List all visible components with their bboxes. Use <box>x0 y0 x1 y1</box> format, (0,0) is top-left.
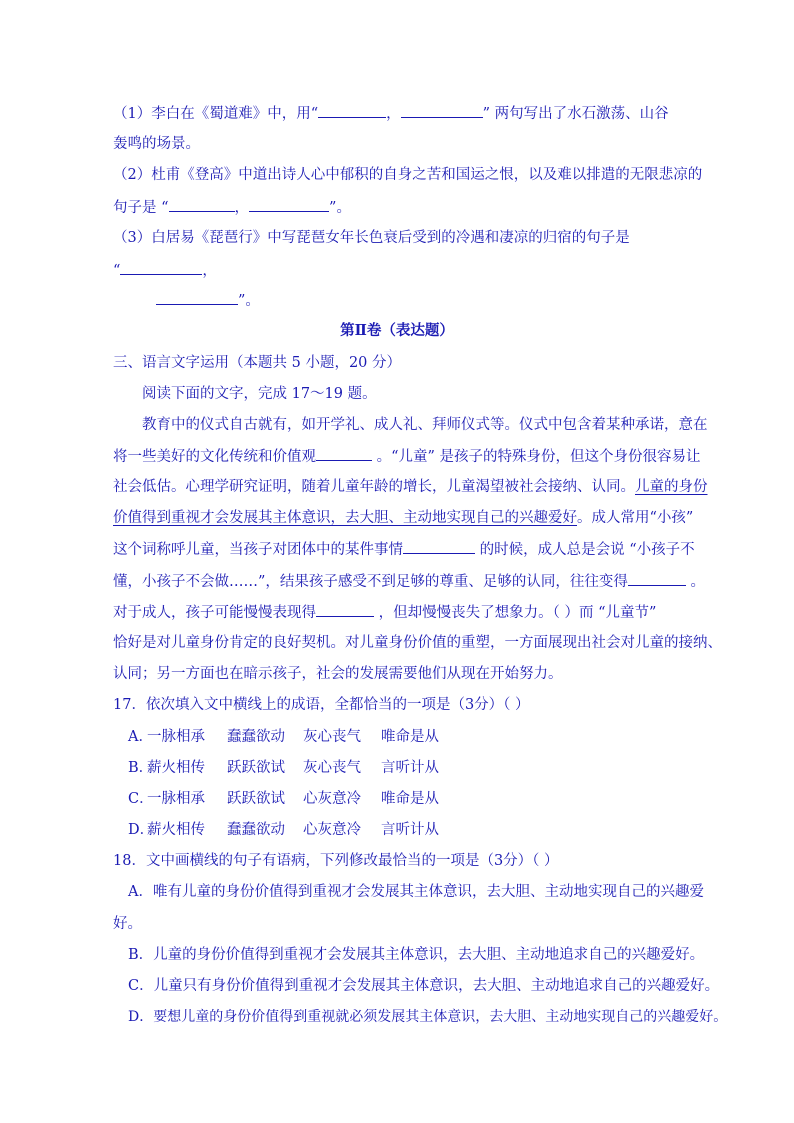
passage-l3-text: 社会低估。心理学研究证明，随着儿童年龄的增长，儿童渴望被社会接纳、认同。 <box>113 479 635 495</box>
q3-text-b: “ <box>113 263 121 279</box>
option-idiom-2: 蠢蠢欲动 <box>227 729 285 745</box>
q1-text-c: 轰鸣的场景。 <box>113 136 200 152</box>
q2-text-b: 句子是 “ <box>113 200 169 216</box>
option-label: B． <box>128 760 154 776</box>
passage-underlined-sentence-start: 儿童的身份 <box>635 479 708 495</box>
q17-option-d[interactable] <box>128 820 439 840</box>
option-idiom-2: 蠢蠢欲动 <box>227 822 285 838</box>
q18-option-a-continued[interactable]: 好。 <box>113 916 142 932</box>
recitation-q3-line1 <box>113 228 630 248</box>
option-idiom-1: 一脉相承 <box>147 791 205 807</box>
option-idiom-1: 薪火相传 <box>147 760 205 776</box>
q3-text-a: （3）白居易《琵琶行》中写琵琶女年长色衰后受到的冷遇和凄凉的归宿的句子是 <box>113 230 630 246</box>
q17-stem: 17．依次填入文中横线上的成语，全都恰当的一项是（3分）（ ） <box>113 697 530 713</box>
q18-option-d[interactable]: D．要想儿童的身份价值得到重视就必须发展其主体意识，去大胆、主动地实现自己的兴趣爱好。 <box>128 1009 728 1025</box>
reading-instruction: 阅读下面的文字，完成 17～19 题。 <box>142 386 377 402</box>
q3-text-c: ”。 <box>238 293 260 309</box>
option-idiom-1: 薪火相传 <box>147 822 205 838</box>
passage-line-1: 教育中的仪式自古就有，如开学礼、成人礼、拜师仪式等。仪式中包含着某种承诺，意在 <box>142 417 708 433</box>
recitation-q2-line2 <box>113 197 351 218</box>
q1-separator: ， <box>386 106 401 122</box>
option-idiom-2: 跃跃欲试 <box>227 791 285 807</box>
q2-blank-1[interactable] <box>169 197 235 212</box>
option-idiom-4: 言听计从 <box>381 760 439 776</box>
passage-l5-text-a: 这个词称呼儿童，当孩子对团体中的某件事情 <box>113 542 403 558</box>
passage-line-8: 恰好是对儿童身份肯定的良好契机。对儿童身份价值的重塑，一方面展现出社会对儿童的接纳、 <box>113 635 722 651</box>
option-idiom-3: 心灰意冷 <box>303 822 361 838</box>
passage-line-9: 认同；另一方面也在暗示孩子，社会的发展需要他们从现在开始努力。 <box>113 666 563 682</box>
option-idiom-4: 言听计从 <box>381 822 439 838</box>
q17-option-a[interactable] <box>128 727 439 747</box>
passage-line-4 <box>113 508 693 528</box>
q18-stem: 18．文中画横线的句子有语病，下列修改最恰当的一项是（3分）（ ） <box>113 853 559 869</box>
passage-line-5 <box>113 539 695 560</box>
q2-blank-2[interactable] <box>249 197 329 212</box>
q2-text-a: （2）杜甫《登高》中道出诗人心中郁积的自身之苦和国运之恨，以及难以排遣的无限悲凉的 <box>113 167 703 183</box>
q1-blank-2[interactable] <box>401 103 483 118</box>
section-title: 第Ⅱ卷（表达题） <box>340 322 454 339</box>
passage-line-7 <box>113 602 656 623</box>
passage-l7-text-b: ，但却慢慢丧失了想象力。（ ）而 “儿童节” <box>374 605 657 621</box>
option-idiom-4: 唯命是从 <box>381 729 439 745</box>
passage-l2-text-a: 将一些美好的文化传统和价值观 <box>113 449 316 465</box>
recitation-q3-line3 <box>156 290 260 311</box>
recitation-q3-line2 <box>113 260 217 281</box>
option-idiom-4: 唯命是从 <box>381 791 439 807</box>
recitation-q1-line1 <box>113 103 669 124</box>
option-idiom-3: 灰心丧气 <box>303 760 361 776</box>
q3-separator: ， <box>202 263 217 279</box>
recitation-q2-line1 <box>113 165 702 185</box>
option-label: A． <box>128 729 153 745</box>
passage-l5-text-b: 的时候，成人总是会说 “小孩子不 <box>475 542 695 558</box>
option-idiom-3: 灰心丧气 <box>303 729 361 745</box>
option-idiom-3: 心灰意冷 <box>303 791 361 807</box>
section3-heading: 三、语言文字运用（本题共 5 小题，20 分） <box>113 355 402 371</box>
q17-option-c[interactable] <box>128 789 439 809</box>
passage-l6-text-b: 。 <box>685 574 706 590</box>
passage-l2-text-b: 。“儿童” 是孩子的特殊身份，但这个身份很容易让 <box>372 449 701 465</box>
passage-l6-text-a: 懂，小孩子不会做……”，结果孩子感受不到足够的尊重、足够的认同，往往变得 <box>113 574 628 590</box>
recitation-q1-line2 <box>113 134 200 154</box>
q1-text-a: （1）李白在《蜀道难》中，用“ <box>113 106 319 122</box>
passage-l4-text: 。成人常用“小孩” <box>577 510 694 526</box>
passage-blank-2[interactable] <box>403 539 475 554</box>
passage-l7-text-a: 对于成人，孩子可能慢慢表现得 <box>113 605 316 621</box>
passage-line-2 <box>113 446 701 467</box>
option-idiom-2: 跃跃欲试 <box>227 760 285 776</box>
q1-blank-1[interactable] <box>318 103 386 118</box>
q2-separator: ， <box>234 200 250 216</box>
q18-option-c[interactable]: C．儿童只有身份价值得到重视才会发展其主体意识，去大胆、主动地追求自己的兴趣爱好。 <box>128 978 720 994</box>
q17-option-b[interactable] <box>128 758 439 778</box>
q3-blank-2[interactable] <box>156 290 238 305</box>
q18-option-a[interactable]: A．唯有儿童的身份价值得到重视才会发展其主体意识，去大胆、主动地实现自己的兴趣爱 <box>128 884 704 900</box>
passage-line-3 <box>113 477 708 497</box>
q1-text-b: ” 两句写出了水石激荡、山谷 <box>482 106 669 122</box>
passage-underlined-sentence-end: 价值得到重视才会发展其主体意识，去大胆、主动地实现自己的兴趣爱好 <box>113 510 577 526</box>
option-label: C． <box>128 791 154 807</box>
q3-blank-1[interactable] <box>120 260 202 275</box>
passage-blank-3[interactable] <box>628 571 686 586</box>
q2-text-c: ”。 <box>329 200 351 216</box>
passage-blank-1[interactable] <box>316 446 372 461</box>
option-label: D． <box>128 822 155 838</box>
passage-line-6 <box>113 571 705 592</box>
q18-option-b[interactable]: B．儿童的身份价值得到重视才会发展其主体意识，去大胆、主动地追求自己的兴趣爱好。 <box>128 947 705 963</box>
passage-blank-4[interactable] <box>316 602 374 617</box>
option-idiom-1: 一脉相承 <box>147 729 205 745</box>
